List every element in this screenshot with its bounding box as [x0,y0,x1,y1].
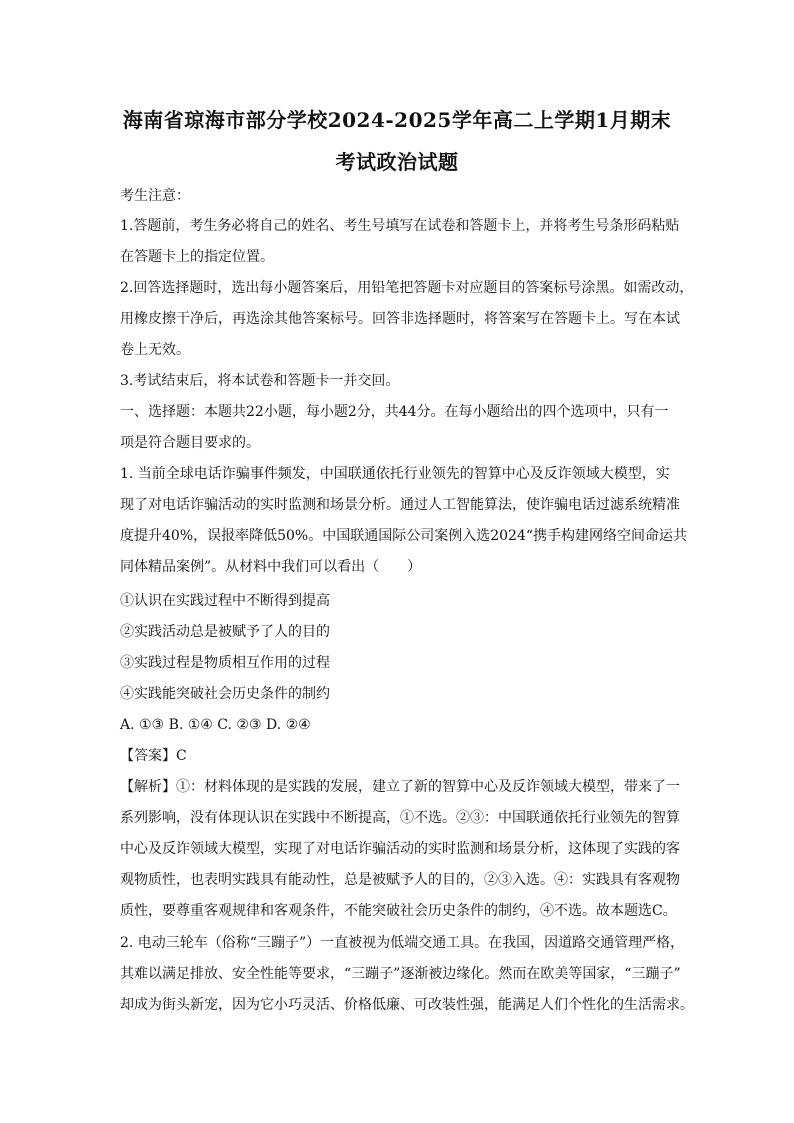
question-1-line-1: 1. 当前全球电话诈骗事件频发，中国联通依托行业领先的智算中心及反诈领域大模型，实 [120,466,670,482]
note-2-line-3: 卷上无效。 [120,342,190,358]
document-title-line-2: 考试政治试题 [335,150,459,174]
question-1-option-2: ②实践活动总是被赋予了人的目的 [120,624,330,640]
question-1-choices: A. ①③ B. ①④ C. ②③ D. ②④ [120,717,311,733]
section-1-line-1: 一、选择题：本题共22小题，每小题2分，共44分。在每小题给出的四个选项中，只有一 [120,404,669,420]
question-2-line-3: 却成为街头新宠，因为它小巧灵活、价格低廉、可改装性强，能满足人们个性化的生活需求。 [120,997,694,1013]
document-title-line-1: 海南省琼海市部分学校2024-2025学年高二上学期1月期末 [122,108,672,132]
question-1-explanation-line-1: 【解析】①：材料体现的是实践的发展，建立了新的智算中心及反诈领域大模型，带来了一 [120,779,680,795]
note-2-line-1: 2.回答选择题时，选出每小题答案后，用铅笔把答题卡对应题目的答案标号涂黑。如需改动， [120,280,694,296]
note-3: 3.考试结束后，将本试卷和答题卡一并交回。 [120,373,400,389]
question-2-line-1: 2. 电动三轮车（俗称“三蹦子”）一直被视为低端交通工具。在我国，因道路交通管理严格， [120,935,685,951]
note-1-line-2: 在答题卡上的指定位置。 [120,249,274,265]
question-1-line-2: 现了对电话诈骗活动的实时监测和场景分析。通过人工智能算法，使诈骗电话过滤系统精准 [120,497,680,513]
note-2-line-2: 用橡皮擦干净后，再选涂其他答案标号。回答非选择题时，将答案写在答题卡上。写在本试 [120,311,680,327]
question-1-line-3: 度提升40%，误报率降低50%。中国联通国际公司案例入选2024“携手构建网络空间命运共 [120,528,688,544]
note-1-line-1: 1.答题前，考生务必将自己的姓名、考生号填写在试卷和答题卡上，并将考生号条形码粘贴 [120,218,680,234]
question-2-line-2: 其难以满足排放、安全性能等要求，“三蹦子”逐渐被边缘化。然而在欧美等国家，“三蹦子” [120,966,681,982]
question-1-answer: 【答案】C [120,748,187,764]
question-1-explanation-line-3: 中心及反诈领域大模型，实现了对电话诈骗活动的实时监测和场景分析，这体现了实践的客 [120,841,680,857]
question-1-explanation-line-4: 观物质性，也表明实践具有能动性，总是被赋予人的目的，②③入选。④：实践具有客观物 [120,872,680,888]
notes-heading: 考生注意： [120,188,190,204]
question-1-explanation-line-2: 系列影响，没有体现认识在实践中不断提高，①不选。②③：中国联通依托行业领先的智算 [120,810,680,826]
question-1-explanation-line-5: 质性，要尊重客观规律和客观条件，不能突破社会历史条件的制约，④不选。故本题选C。 [120,903,677,919]
question-1-option-4: ④实践能突破社会历史条件的制约 [120,686,330,702]
question-1-line-4: 同体精品案例”。从材料中我们可以看出（ ） [120,559,422,575]
question-1-option-3: ③实践过程是物质相互作用的过程 [120,655,330,671]
section-1-line-2: 项是符合题目要求的。 [120,435,260,451]
question-1-option-1: ①认识在实践过程中不断得到提高 [120,593,330,609]
